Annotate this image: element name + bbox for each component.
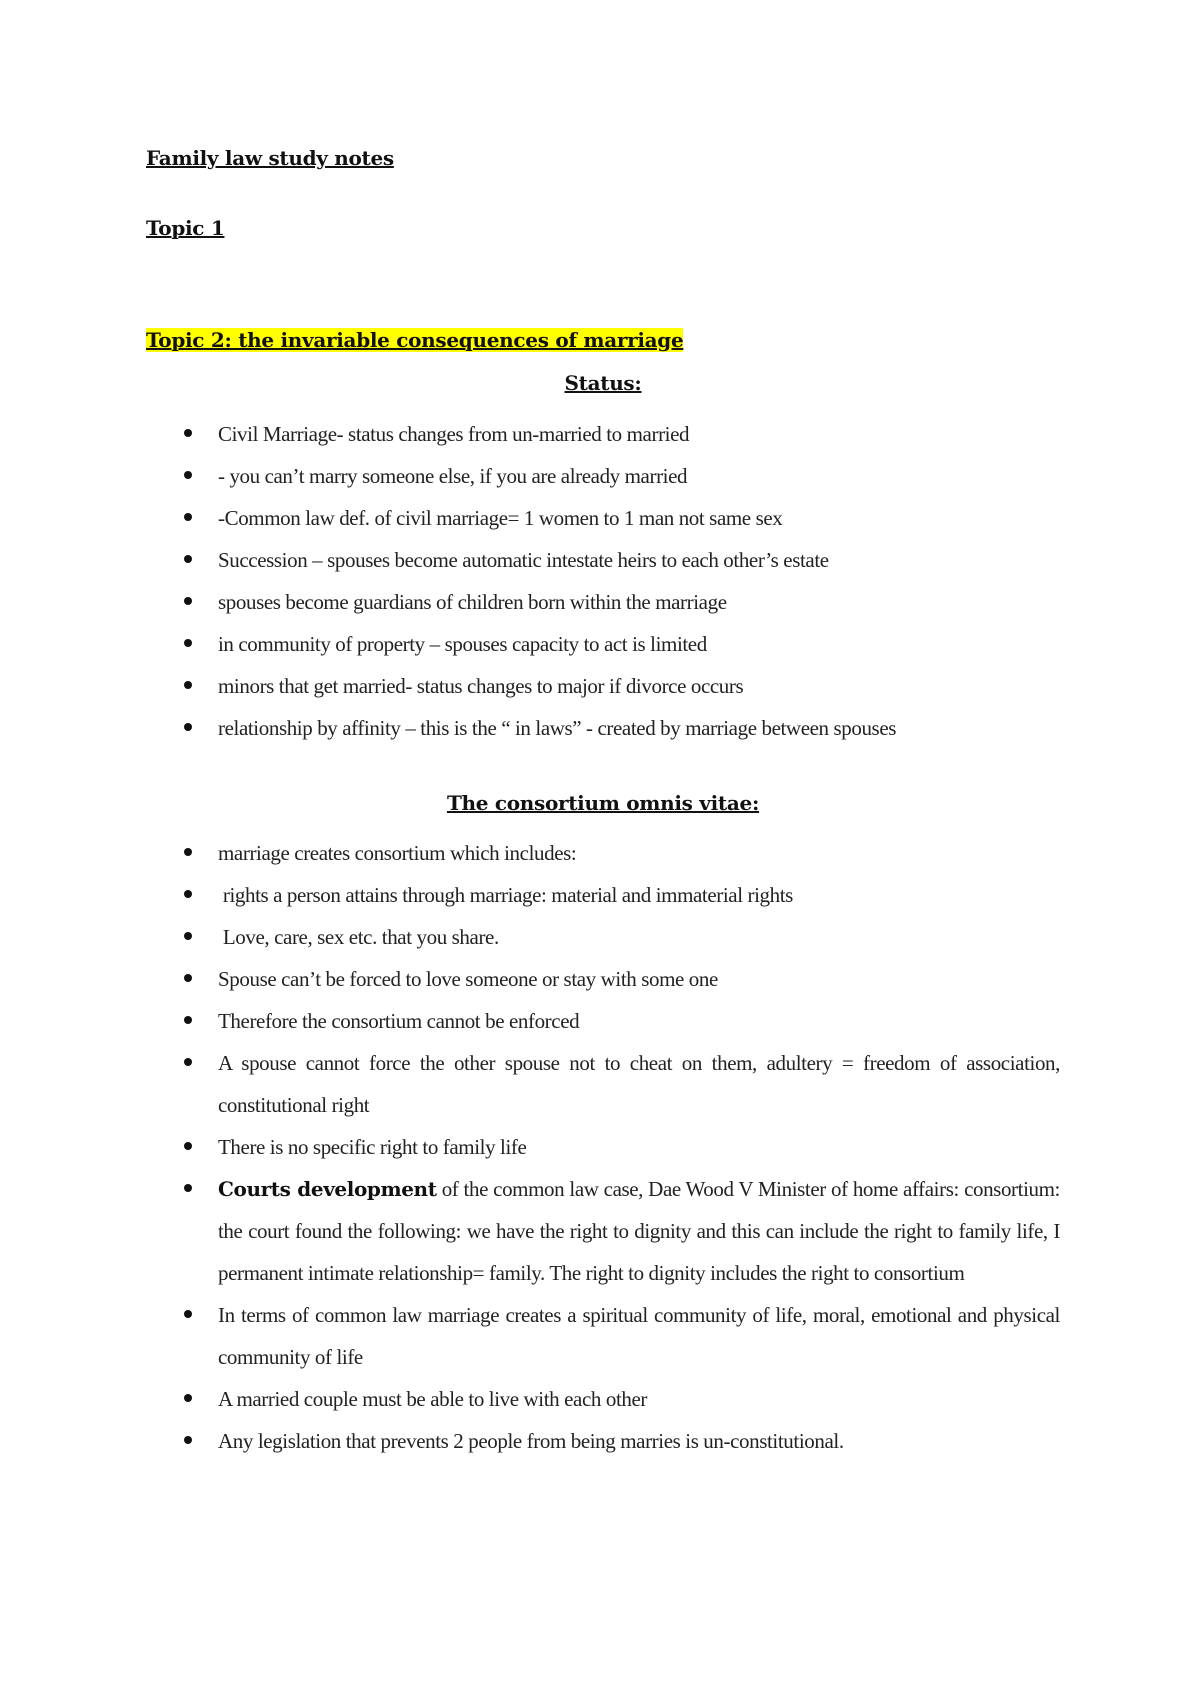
list-item: rights a person attains through marriage: material and immaterial rights bbox=[0, 874, 1200, 916]
bullet-icon bbox=[184, 429, 192, 437]
bullet-icon bbox=[184, 974, 192, 982]
bullet-icon bbox=[184, 1142, 192, 1150]
list-item: A spouse cannot force the other spouse not to cheat on them, adultery = freedom of association, constitutional right bbox=[0, 1042, 1200, 1126]
bullet-icon bbox=[184, 1184, 192, 1192]
consortium-heading: The consortium omnis vitae: bbox=[446, 791, 760, 815]
document-title: Family law study notes bbox=[146, 146, 394, 170]
bullet-icon bbox=[184, 723, 192, 731]
bullet-icon bbox=[184, 555, 192, 563]
consortium-list bbox=[0, 832, 1200, 1462]
bullet-icon bbox=[184, 890, 192, 898]
list-item: spouses become guardians of children born within the marriage bbox=[0, 581, 1200, 623]
list-item: In terms of common law marriage creates a spiritual community of life, moral, emotional and physical community of life bbox=[0, 1294, 1200, 1378]
topic-2-highlight: Topic 2: the invariable consequences of marriage bbox=[146, 328, 684, 352]
bullet-icon bbox=[184, 1394, 192, 1402]
bullet-icon bbox=[184, 513, 192, 521]
list-item: minors that get married- status changes to major if divorce occurs bbox=[0, 665, 1200, 707]
list-item: Therefore the consortium cannot be enforced bbox=[0, 1000, 1200, 1042]
list-item: relationship by affinity – this is the “ in laws” - created by marriage between spouses bbox=[0, 707, 1200, 749]
bullet-icon bbox=[184, 1436, 192, 1444]
list-item: A married couple must be able to live with each other bbox=[0, 1378, 1200, 1420]
bullet-icon bbox=[184, 681, 192, 689]
list-item: There is no specific right to family life bbox=[0, 1126, 1200, 1168]
list-item: Civil Marriage- status changes from un-married to married bbox=[0, 413, 1200, 455]
bullet-icon bbox=[184, 1058, 192, 1066]
bullet-icon bbox=[184, 597, 192, 605]
list-item: Succession – spouses become automatic intestate heirs to each other’s estate bbox=[0, 539, 1200, 581]
bullet-icon bbox=[184, 1016, 192, 1024]
status-list bbox=[0, 413, 1200, 749]
topic-1-heading: Topic 1 bbox=[146, 216, 225, 240]
courts-development-bold: Courts development bbox=[218, 1177, 437, 1201]
list-item: Courts development of the common law case, Dae Wood V Minister of home affairs: consortium: the court found the following: we have the right to dignity and this can include the right to family life, I permanent intimate relationship= family. The right to dignity includes the right to consortium bbox=[0, 1168, 1200, 1294]
status-heading: Status: bbox=[564, 371, 642, 395]
list-item: Spouse can’t be forced to love someone or stay with some one bbox=[0, 958, 1200, 1000]
list-item: -Common law def. of civil marriage= 1 women to 1 man not same sex bbox=[0, 497, 1200, 539]
list-item: Any legislation that prevents 2 people from being marries is un-constitutional. bbox=[0, 1420, 1200, 1462]
bullet-icon bbox=[184, 932, 192, 940]
list-item: marriage creates consortium which includes: bbox=[0, 832, 1200, 874]
bullet-icon bbox=[184, 1310, 192, 1318]
list-item: in community of property – spouses capacity to act is limited bbox=[0, 623, 1200, 665]
list-item: Love, care, sex etc. that you share. bbox=[0, 916, 1200, 958]
bullet-icon bbox=[184, 639, 192, 647]
bullet-icon bbox=[184, 848, 192, 856]
list-item: - you can’t marry someone else, if you are already married bbox=[0, 455, 1200, 497]
topic-2-heading bbox=[146, 328, 683, 352]
bullet-icon bbox=[184, 471, 192, 479]
